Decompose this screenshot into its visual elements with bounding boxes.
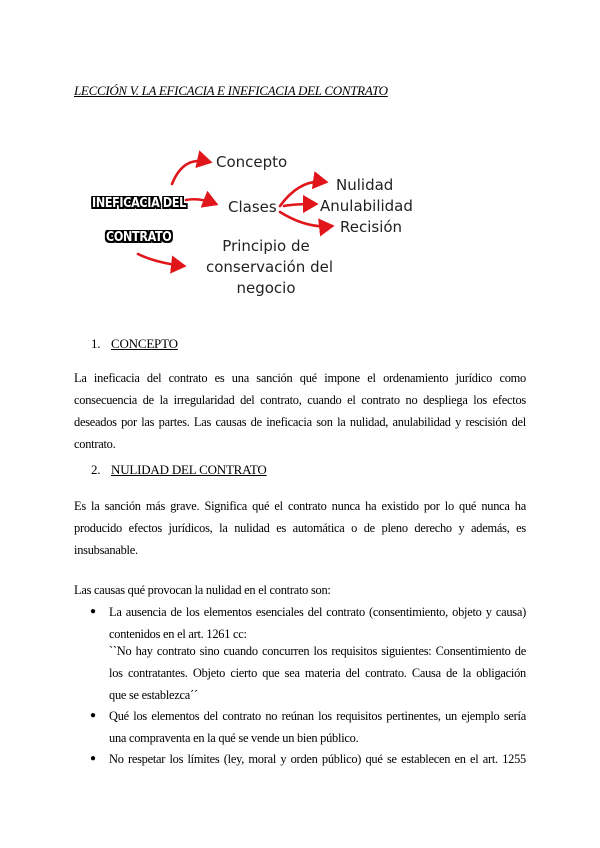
- list-item: [90, 705, 526, 749]
- para-line: contrato.: [74, 437, 116, 451]
- nulidad-paragraph: [74, 495, 526, 561]
- page-title: LECCIÓN V. LA EFICACIA E INEFICACIA DEL CONTRATO: [74, 83, 388, 98]
- section-title: NULIDAD DEL CONTRATO: [111, 462, 267, 477]
- node-principio-line3: negocio: [236, 279, 296, 297]
- ineficacia-diagram: [88, 148, 428, 300]
- quote-line: ``No hay contrato sino cuando concurren los requisitos siguientes: Consentimiento de: [109, 644, 526, 658]
- diagram-root-line1: INEFICACIA DEL: [92, 196, 186, 211]
- para-line: deseados por las partes. Las causas de ineficacia son la nulidad, anulabilidad y rescisión del: [74, 415, 526, 429]
- bullet-line: Qué los elementos del contrato no reúnan los requisitos pertinentes, un ejemplo sería: [109, 709, 526, 723]
- para-line: La ineficacia del contrato es una sanción qué impone el ordenamiento jurídico como: [74, 371, 526, 385]
- node-principio-line2: conservación del: [206, 258, 333, 276]
- node-recision: Recisión: [340, 218, 403, 236]
- quote-block: [109, 640, 526, 706]
- section-number: 1.: [91, 336, 101, 351]
- bullet-icon: ●: [90, 606, 96, 617]
- node-principio-line1: Principio de: [222, 237, 310, 255]
- causes-intro: Las causas qué provocan la nulidad en el contrato son:: [74, 583, 331, 597]
- quote-line: los contratantes. Objeto cierto que sea materia del contrato. Causa de la obligación: [109, 666, 526, 680]
- bullet-line: No respetar los límites (ley, moral y orden público) qué se establecen en el art. 1255: [109, 752, 526, 766]
- section-title: CONCEPTO: [111, 336, 178, 351]
- node-concepto: Concepto: [216, 153, 288, 171]
- diagram-root-line2: CONTRATO: [106, 230, 172, 245]
- bullet-line: La ausencia de los elementos esenciales del contrato (consentimiento, objeto y causa): [109, 605, 526, 619]
- list-item: [90, 748, 526, 770]
- node-principio: [206, 236, 333, 299]
- para-line: Es la sanción más grave. Significa qué el contrato nunca ha existido por lo qué nunca ha: [74, 499, 526, 513]
- para-line: insubsanable.: [74, 543, 138, 557]
- para-line: producido efectos jurídicos, la nulidad es automática o de pleno derecho y además, es: [74, 521, 526, 535]
- concepto-paragraph: [74, 367, 526, 455]
- section-heading-concepto: [91, 336, 178, 352]
- node-anulabilidad: Anulabilidad: [320, 197, 413, 215]
- bullet-line: contenidos en el art. 1261 cc:: [109, 627, 247, 641]
- section-number: 2.: [91, 462, 101, 477]
- node-clases: Clases: [228, 198, 277, 216]
- bullet-icon: ●: [90, 753, 96, 764]
- bullet-icon: ●: [90, 710, 96, 721]
- section-heading-nulidad: [91, 462, 267, 478]
- para-line: consecuencia de la irregularidad del contrato, cuando el contrato no despliega los efectos: [74, 393, 526, 407]
- arrow-to-anulabilidad: [284, 204, 316, 206]
- arrow-to-concepto: [172, 161, 210, 184]
- list-item: [90, 601, 526, 645]
- quote-line: que se establezca´´: [109, 688, 198, 702]
- arrow-to-clases: [186, 199, 216, 204]
- bullet-line: una compraventa en la qué se vende un bien público.: [109, 731, 359, 745]
- node-nulidad: Nulidad: [336, 176, 394, 194]
- arrow-to-principio: [138, 254, 184, 266]
